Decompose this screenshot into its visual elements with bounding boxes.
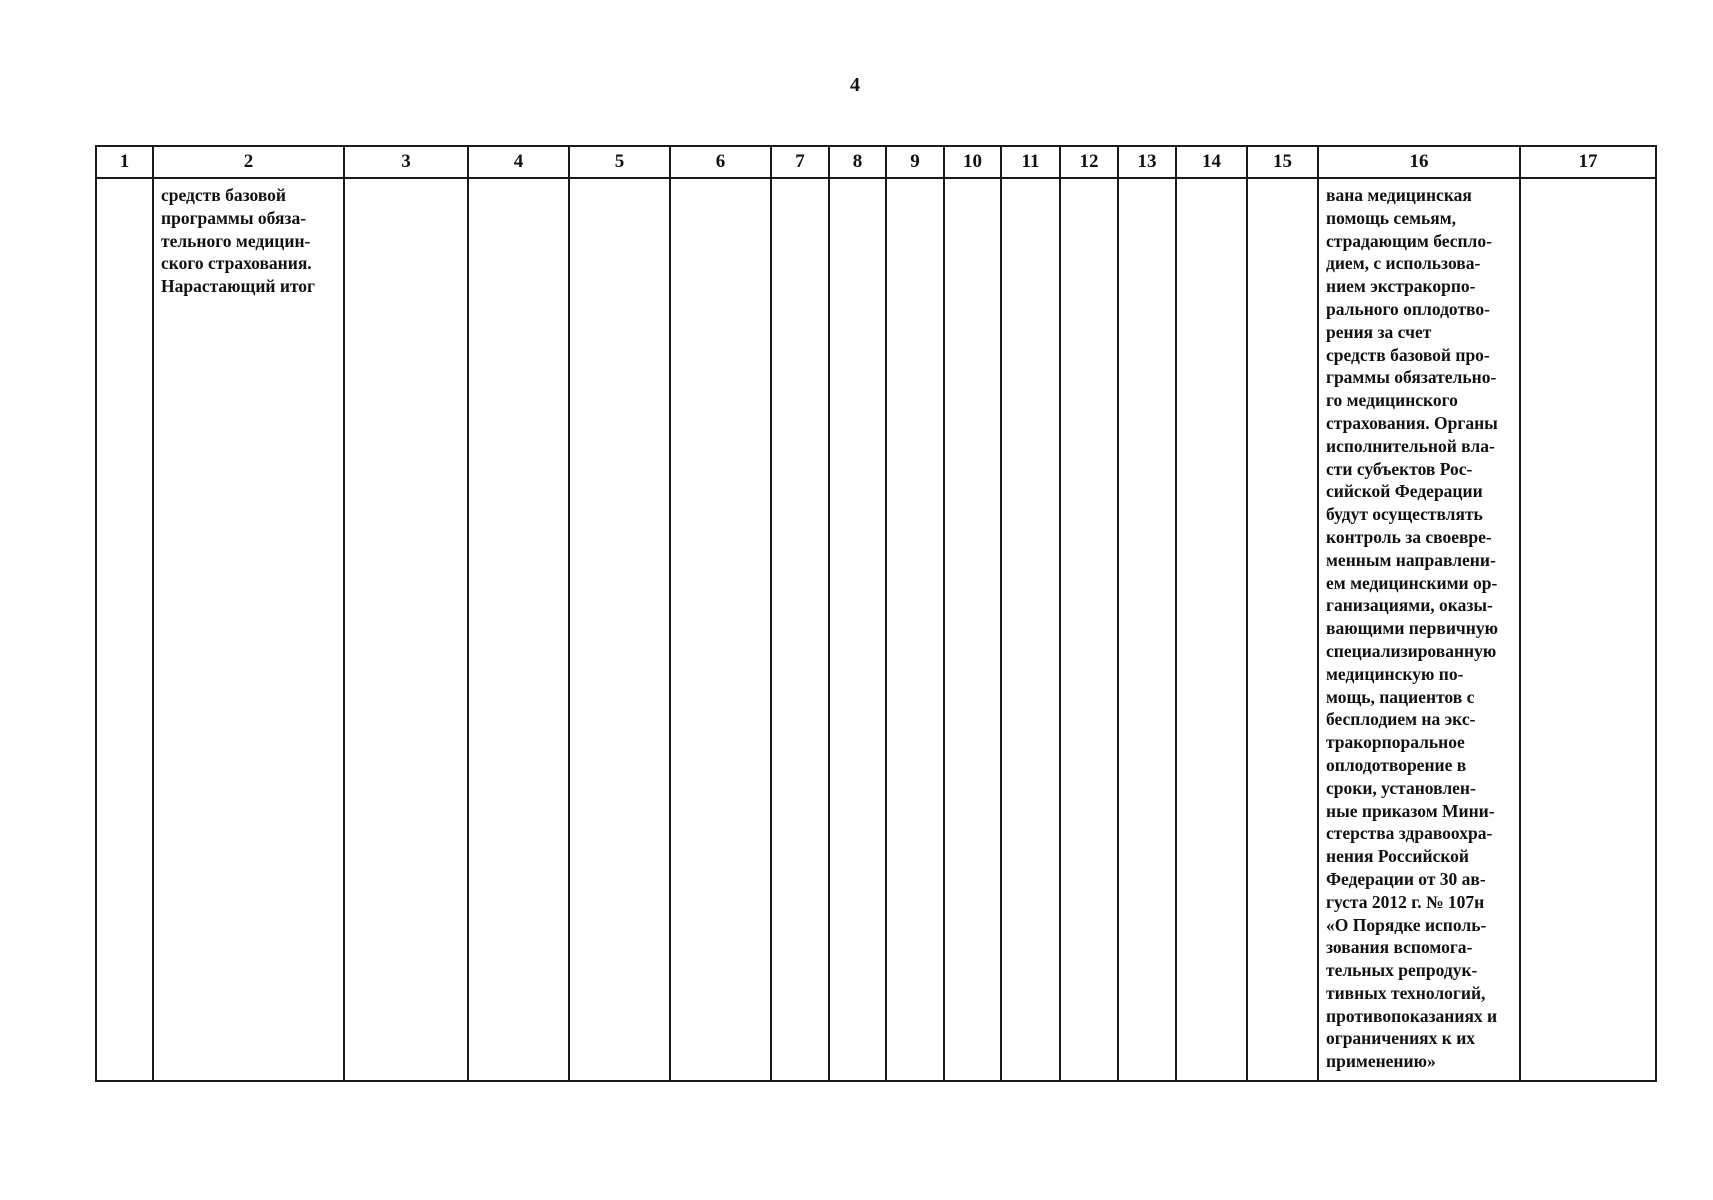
column-header-13: 13 bbox=[1118, 146, 1176, 178]
column-header-16: 16 bbox=[1318, 146, 1520, 178]
column-header-7: 7 bbox=[771, 146, 829, 178]
cell-col-16 bbox=[1318, 178, 1520, 1081]
column-header-15: 15 bbox=[1247, 146, 1318, 178]
page-number: 4 bbox=[850, 74, 860, 96]
column-header-4: 4 bbox=[468, 146, 569, 178]
cell-col-15 bbox=[1247, 178, 1318, 1081]
cell-col-16-text: вана медицинская помощь семьям, страдающим беспло- дием, с использова- нием экстракорпо- рального оплодотво- рения за счет средств базовой про- граммы обязательно- го медицинского страхования. Органы исполнительной вла- сти субъектов Рос- сийской Федерации будут осуществлять контроль за своевре- менным направлени- ем медицинскими ор- ганизациями, оказы- вающими первичную специализированную медицинскую по- мощь, пациентов с бесплодием на экс- тракорпоральное оплодотворение в сроки, установлен- ные приказом Мини- стерства здравоохра- нения Российской Федерации от 30 ав- густа 2012 г. № 107н «О Порядке исполь- зования вспомога- тельных репродук- тивных технологий, противопоказаниях и ограничениях к их применению» bbox=[1326, 185, 1499, 1072]
column-header-2: 2 bbox=[153, 146, 344, 178]
document-table bbox=[95, 145, 1657, 1082]
column-header-6: 6 bbox=[670, 146, 771, 178]
cell-col-2 bbox=[153, 178, 344, 1081]
column-header-8: 8 bbox=[829, 146, 886, 178]
table-row bbox=[96, 178, 1656, 1081]
column-header-11: 11 bbox=[1001, 146, 1060, 178]
cell-col-7 bbox=[771, 178, 829, 1081]
cell-col-6 bbox=[670, 178, 771, 1081]
table-header-row bbox=[96, 146, 1656, 178]
cell-col-14 bbox=[1176, 178, 1247, 1081]
column-header-10: 10 bbox=[944, 146, 1001, 178]
column-header-17: 17 bbox=[1520, 146, 1656, 178]
cell-col-4 bbox=[468, 178, 569, 1081]
cell-col-1 bbox=[96, 178, 153, 1081]
cell-col-5 bbox=[569, 178, 670, 1081]
cell-col-11 bbox=[1001, 178, 1060, 1081]
column-header-3: 3 bbox=[344, 146, 468, 178]
column-header-1: 1 bbox=[96, 146, 153, 178]
cell-col-8 bbox=[829, 178, 886, 1081]
cell-col-10 bbox=[944, 178, 1001, 1081]
cell-col-3 bbox=[344, 178, 468, 1081]
cell-col-17 bbox=[1520, 178, 1656, 1081]
cell-col-13 bbox=[1118, 178, 1176, 1081]
cell-col-12 bbox=[1060, 178, 1118, 1081]
column-header-12: 12 bbox=[1060, 146, 1118, 178]
column-header-9: 9 bbox=[886, 146, 944, 178]
column-header-14: 14 bbox=[1176, 146, 1247, 178]
cell-col-9 bbox=[886, 178, 944, 1081]
cell-col-2-text: средств базовой программы обяза- тельного медицин- ского страхования. Нарастающий итог bbox=[161, 185, 316, 297]
column-header-5: 5 bbox=[569, 146, 670, 178]
